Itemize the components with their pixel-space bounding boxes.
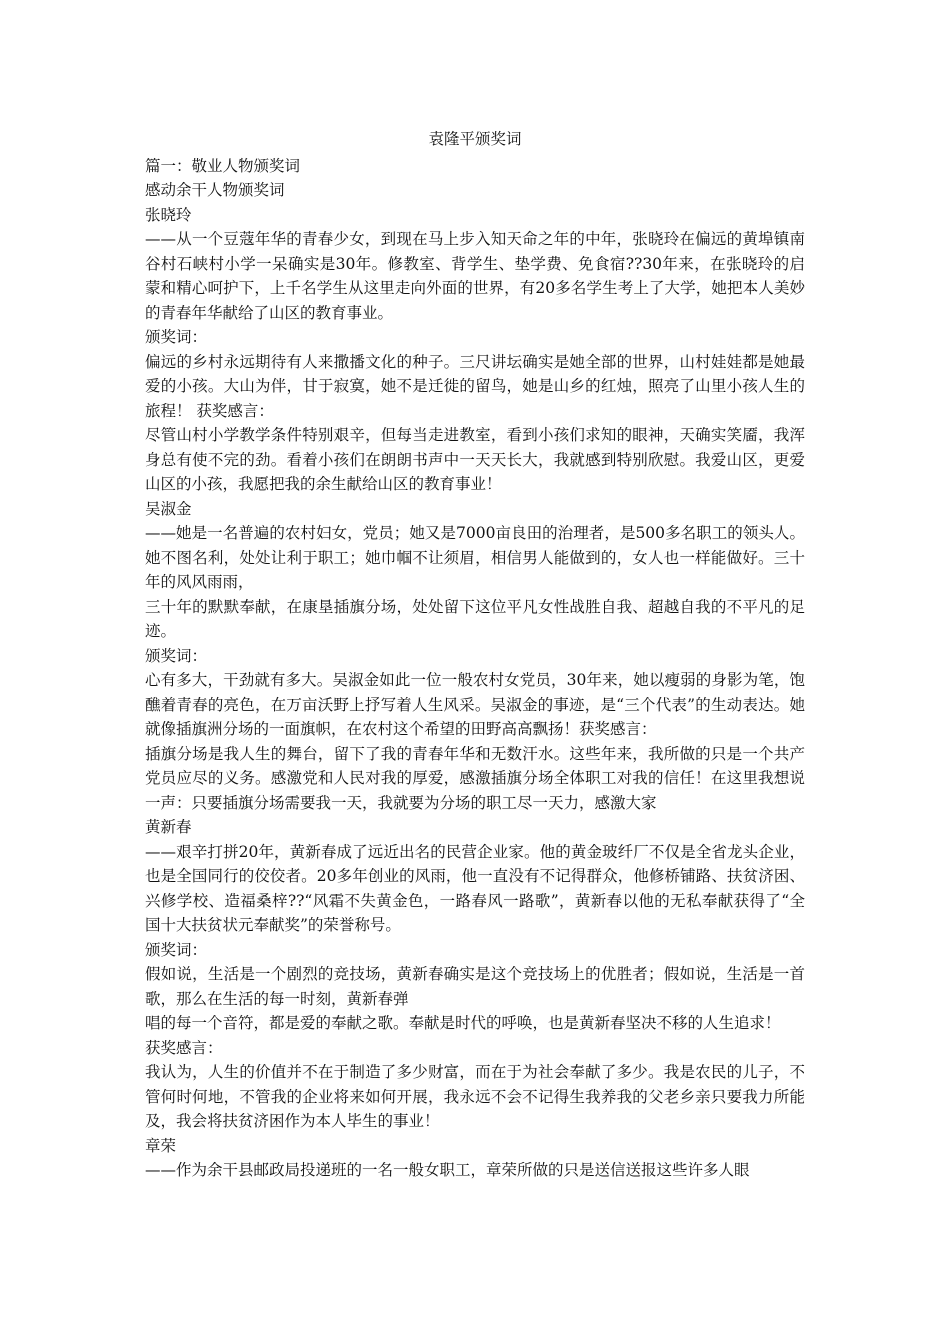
paragraph: 我认为，人生的价值并不在于制造了多少财富，而在于为社会奉献了多少。我是农民的儿子，不管何时何地，不管我的企业将来如何开展，我永远不会不记得生我养我的父老乡亲只要我力所能及，我会将扶贫济困作为本人毕生的事业！ xyxy=(145,1063,805,1130)
paragraph: ——从一个豆蔻年华的青春少女，到现在马上步入知天命之年的中年，张晓玲在偏远的黄埠镇南谷村石峡村小学一呆确实是30年。修教室、背学生、垫学费、免食宿??30年来，在张晓玲的启蒙和精心呵护下，上千名学生从这里走向外面的世界，有20多名学生考上了大学，她把本人美妙的青春年华献给了山区的教育事业。 xyxy=(145,230,805,322)
document-title: 袁隆平颁奖词 xyxy=(428,130,522,148)
label: 颁奖词： xyxy=(145,328,208,346)
section-subheading: 感动余干人物颁奖词 xyxy=(145,181,285,199)
paragraph: 心有多大，干劲就有多大。吴淑金如此一位一般农村女党员，30年来，她以瘦弱的身影为笔，饱醮着青春的亮色，在万亩沃野上抒写着人生风采。吴淑金的事迹，是“三个代表”的生动表达。她就像插旗洲分场的一面旗帜，在农村这个希望的田野高高飘扬！获奖感言： xyxy=(145,671,805,738)
section-heading: 篇一：敬业人物颁奖词 xyxy=(145,156,301,175)
paragraph: 尽管山村小学教学条件特别艰辛，但每当走进教室，看到小孩们求知的眼神，天确实笑靥，我浑身总有使不完的劲。看着小孩们在朗朗书声中一天天长大，我就感到特别欣慰。我爱山区，更爱山区的小孩，我愿把我的余生献给山区的教育事业！ xyxy=(145,426,805,493)
paragraph: ——作为余干县邮政局投递班的一名一般女职工，章荣所做的只是送信送报这些许多人眼 xyxy=(145,1161,750,1179)
person-name: 吴淑金 xyxy=(145,499,192,518)
paragraph: 偏远的乡村永远期待有人来撒播文化的种子。三尺讲坛确实是她全部的世界，山村娃娃都是她最爱的小孩。大山为伴，甘于寂寞，她不是迁徙的留鸟，她是山乡的红烛，照亮了山里小孩人生的旅程！ 获奖感言： xyxy=(145,352,805,420)
person-name: 张晓玲 xyxy=(145,205,192,224)
person-name: 黄新春 xyxy=(145,818,192,836)
person-name: 章荣 xyxy=(145,1136,177,1155)
label: 颁奖词： xyxy=(145,646,208,665)
document-page xyxy=(145,127,805,1183)
paragraph: 唱的每一个音符，都是爱的奉献之歌。奉献是时代的呼唤，也是黄新春坚决不移的人生追求！ xyxy=(145,1014,781,1032)
paragraph: 插旗分场是我人生的舞台，留下了我的青春年华和无数汗水。这些年来，我所做的只是一个共产党员应尽的义务。感激党和人民对我的厚爱，感激插旗分场全体职工对我的信任！在这里我想说一声：只要插旗分场需要我一天，我就要为分场的职工尽一天力，感激大家 xyxy=(145,744,805,812)
label: 颁奖词： xyxy=(145,940,208,959)
document-body xyxy=(145,154,805,1183)
paragraph: ——她是一名普遍的农村妇女，党员；她又是7000亩良田的治理者，是500多名职工的领头人。她不图名利，处处让利于职工；她巾帼不让须眉，相信男人能做到的，女人也一样能做好。三十年的风风雨雨， xyxy=(145,524,805,591)
paragraph: ——艰辛打拼20年，黄新春成了远近出名的民营企业家。他的黄金玻纤厂不仅是全省龙头企业，也是全国同行的佼佼者。20多年创业的风雨，他一直没有不记得群众，他修桥铺路、扶贫济困、兴修学校、造福桑梓??“风霜不失黄金色，一路春风一路歌”，黄新春以他的无私奉献获得了“全国十大扶贫状元奉献奖”的荣誉称号。 xyxy=(145,842,805,934)
label: 获奖感言： xyxy=(145,1038,223,1057)
paragraph: 假如说，生活是一个剧烈的竞技场，黄新春确实是这个竞技场上的优胜者；假如说，生活是一首歌，那么在生活的每一时刻，黄新春弹 xyxy=(145,965,805,1008)
paragraph: 三十年的默默奉献，在康垦插旗分场，处处留下这位平凡女性战胜自我、超越自我的不平凡的足迹。 xyxy=(145,597,805,640)
